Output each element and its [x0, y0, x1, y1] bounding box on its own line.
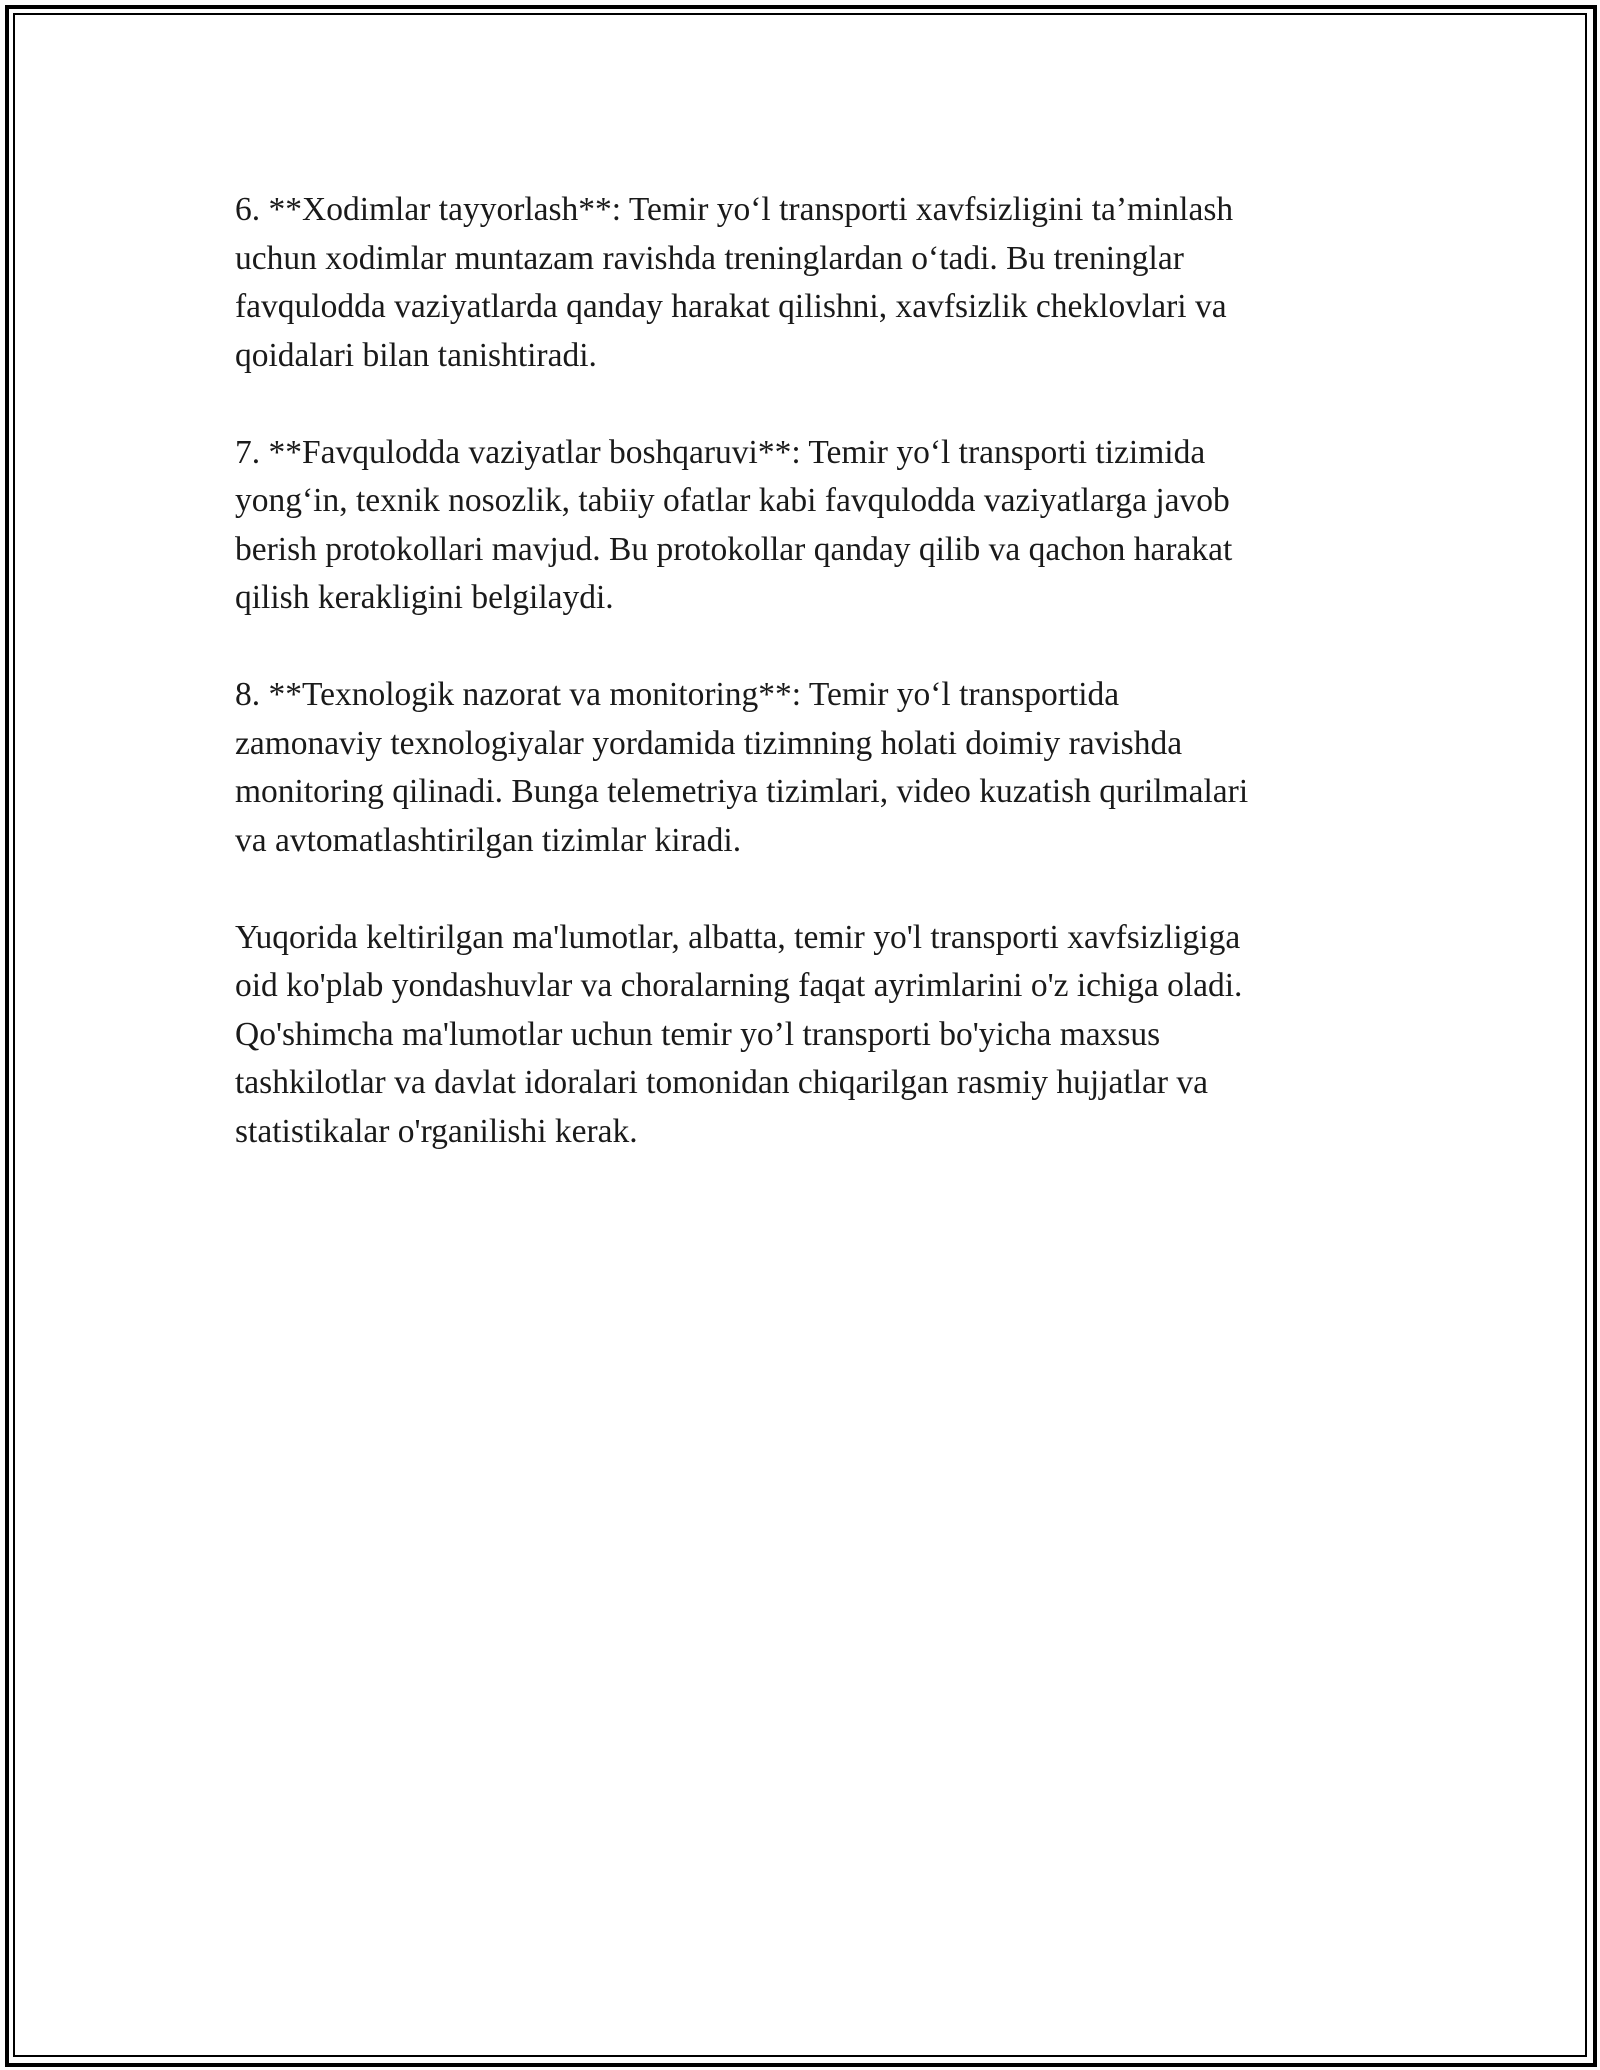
paragraph-emergency-management: 7. **Favqulodda vaziyatlar boshqaruvi**: Temir yo‘l transporti tizimida yong‘in, texnik nosozlik, tabiiy ofatlar kabi favqulodda vaziyatlarga javob berish protokollari mavjud. Bu protokollar qanday qilib va qachon harakat qilish kerakligini belgilaydi.: [235, 433, 1233, 616]
paragraph-conclusion: Yuqorida keltirilgan ma'lumotlar, albatta, temir yo'l transporti xavfsizligiga oid ko'plab yondashuvlar va choralarning faqat ayrimlarini o'z ichiga oladi. Qo'shimcha ma'lumotlar uchun temir yo’l transporti bo'yicha maxsus tashkilotlar va davlat idoralari tomonidan chiqarilgan rasmiy hujjatlar va statistikalar o'rganilishi kerak.: [235, 918, 1243, 1150]
paragraph-staff-training: 6. **Xodimlar tayyorlash**: Temir yo‘l transporti xavfsizligini ta’minlash uchun xodimlar muntazam ravishda treninglardan o‘tadi. Bu treninglar favqulodda vaziyatlarda qanday harakat qilishni, xavfsizlik cheklovlari va qoidalari bilan tanishtiradi.: [235, 191, 1234, 374]
paragraph-technological-monitoring: 8. **Texnologik nazorat va monitoring**: Temir yo‘l transportida zamonaviy texnologiyalar yordamida tizimning holati doimiy ravishda monitoring qilinadi. Bunga telemetriya tizimlari, video kuzatish qurilmalari va avtomatlashtirilgan tizimlar kiradi.: [235, 676, 1249, 859]
document-body: [235, 186, 1365, 1205]
